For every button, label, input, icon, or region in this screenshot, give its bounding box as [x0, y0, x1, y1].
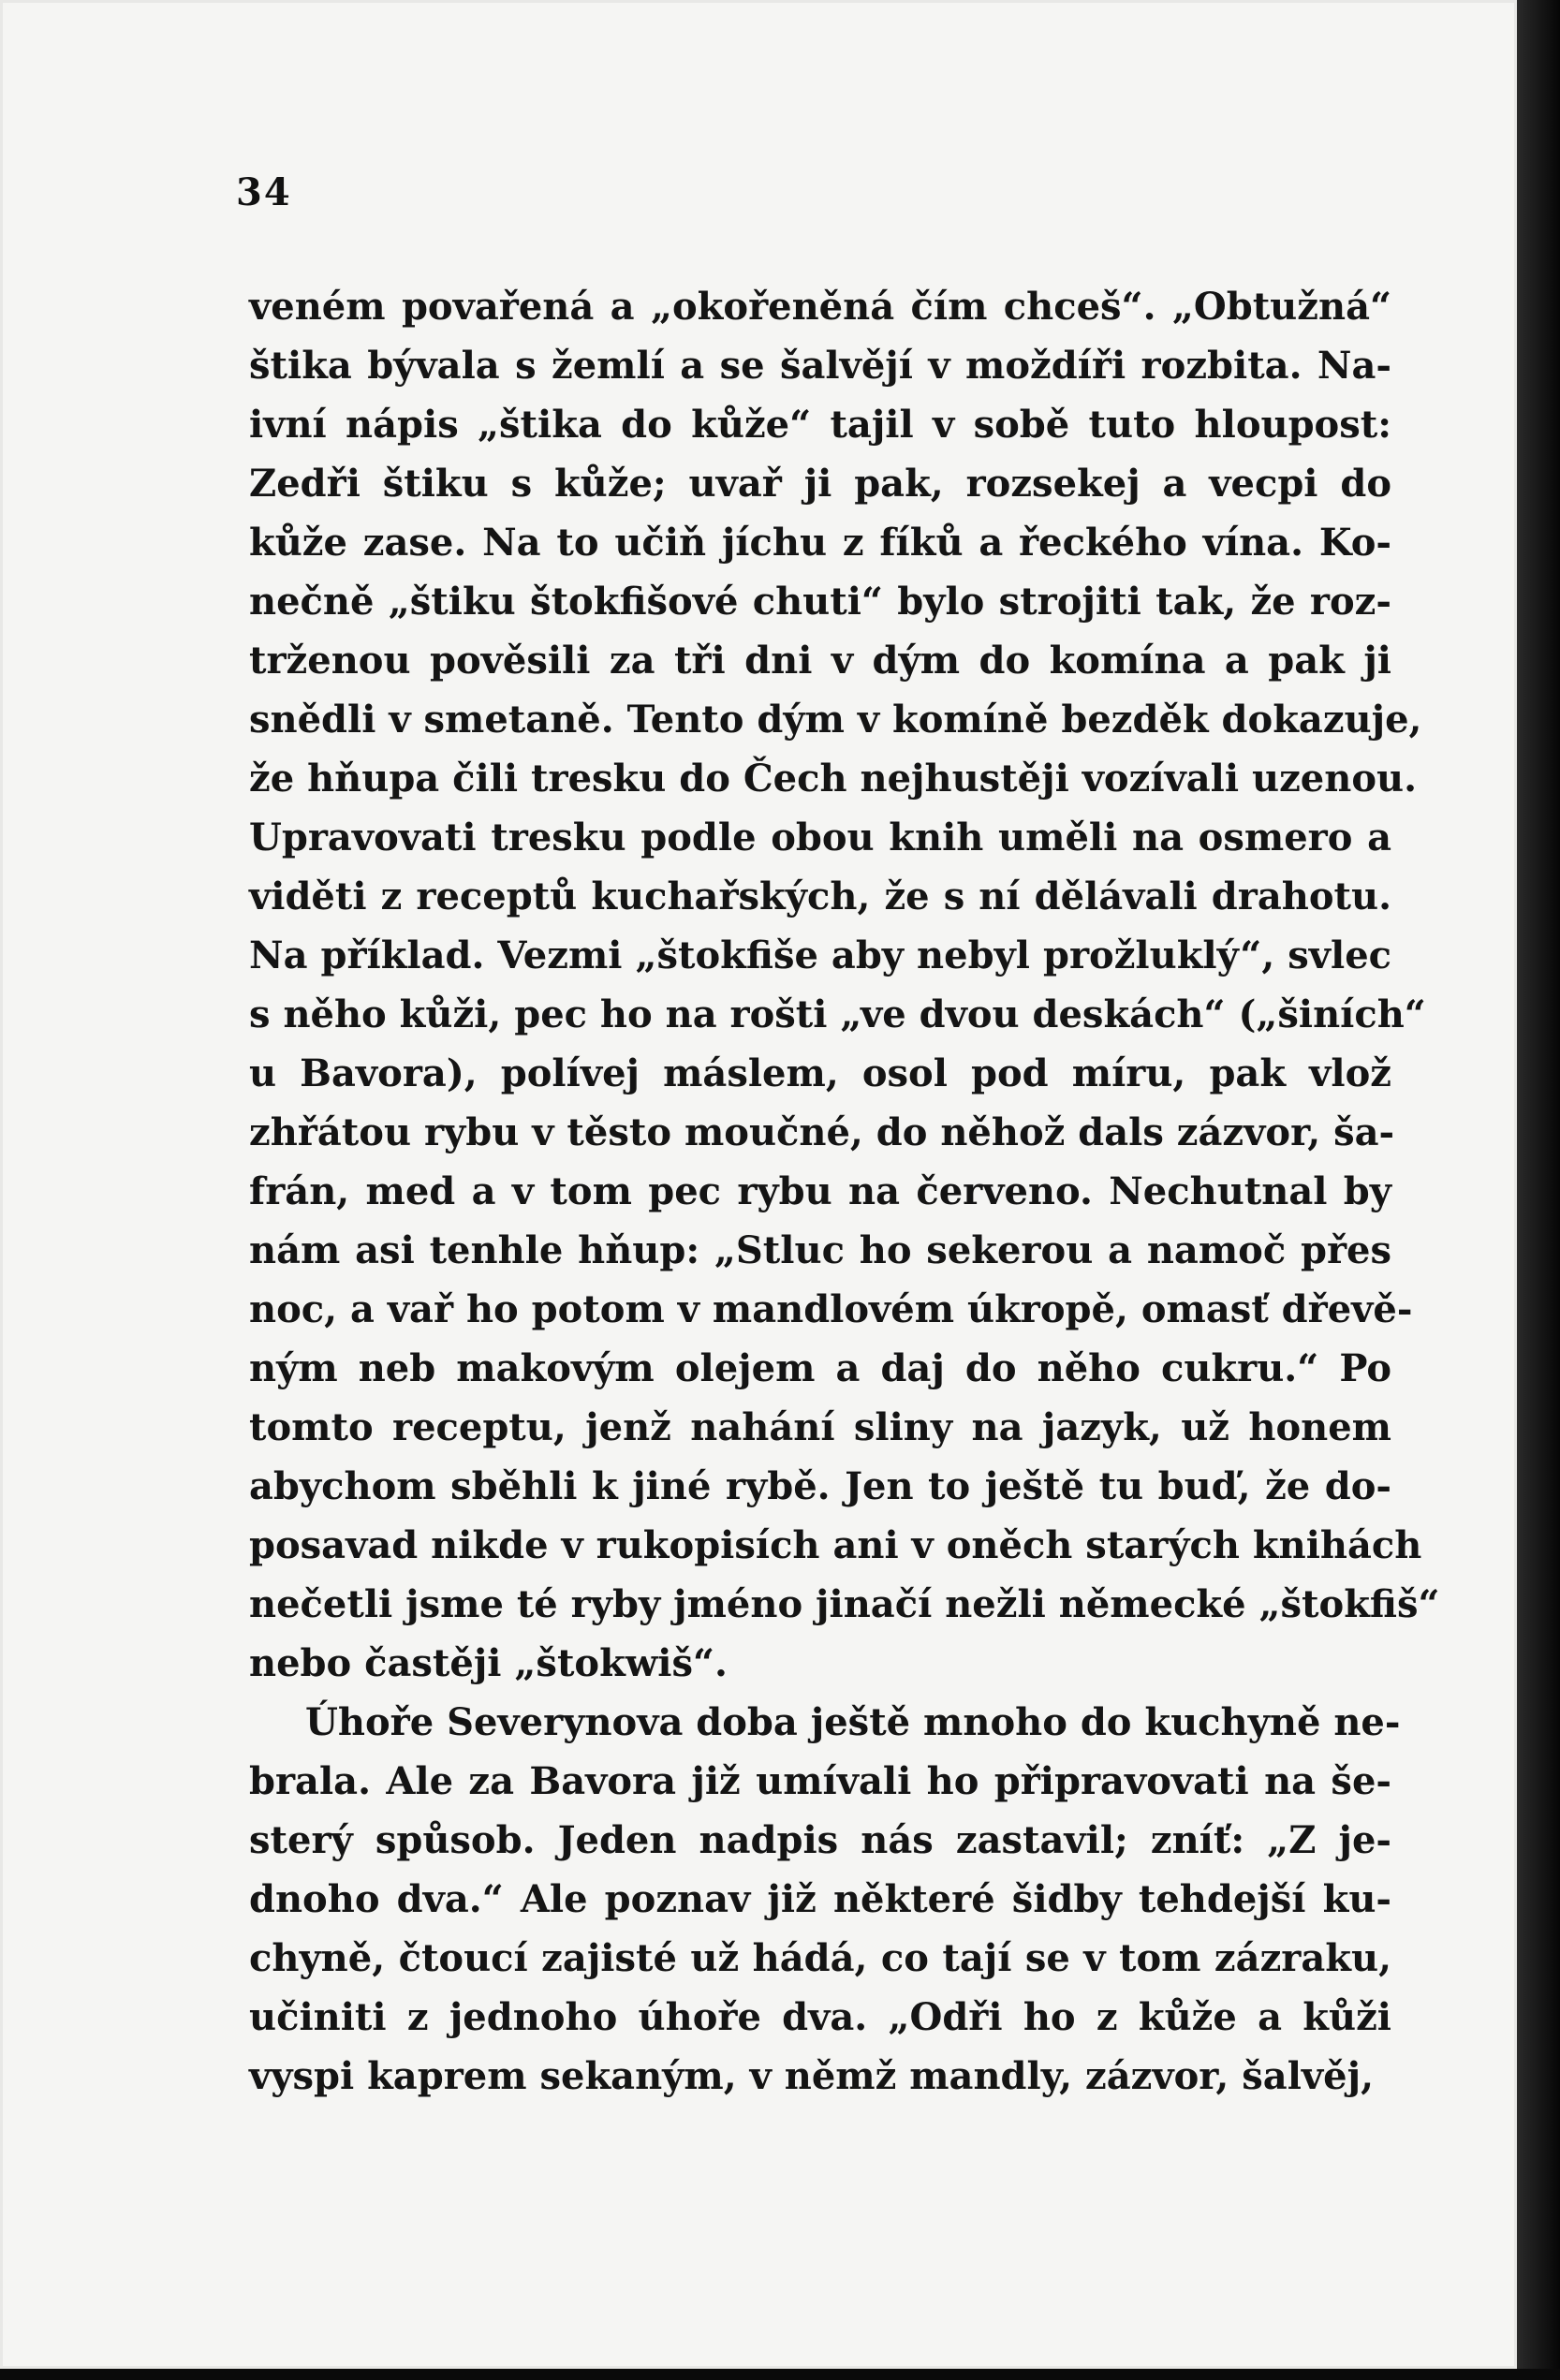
- text-line: Upravovati tresku podle obou knih uměli na osmero a: [249, 815, 1391, 859]
- text-line: ným neb makovým olejem a daj do něho cukru.“ Po: [249, 1346, 1391, 1390]
- text-line: s něho kůži, pec ho na rošti „ve dvou deskách“ („šiních“: [249, 992, 1426, 1036]
- paragraph: [249, 1693, 1401, 2106]
- scan-edge-bottom: [0, 2369, 1560, 2380]
- text-line: veném povařená a „okořeněná čím chceš“. „Obtužná“: [249, 285, 1391, 329]
- text-line: Zedři štiku s kůže; uvař ji pak, rozsekej a vecpi do: [249, 462, 1391, 506]
- text-line: brala. Ale za Bavora již umívali ho připravovati na še-: [249, 1759, 1391, 1803]
- text-line: Na příklad. Vezmi „štokfiše aby nebyl prožluklý“, svlec: [249, 933, 1391, 977]
- text-line: sterý spůsob. Jeden nadpis nás zastavil; zníť: „Z je-: [249, 1818, 1391, 1862]
- body-text: [249, 277, 1440, 2106]
- text-line: učiniti z jednoho úhoře dva. „Odři ho z kůže a kůži: [249, 1995, 1391, 2039]
- text-line: vyspi kaprem sekaným, v němž mandly, zázvor, šalvěj,: [249, 2054, 1374, 2098]
- text-line: snědli v smetaně. Tento dým v komíně bezděk dokazuje,: [249, 698, 1422, 742]
- text-line: viděti z receptů kuchařských, že s ní dělávali drahotu.: [249, 874, 1391, 918]
- text-line: že hňupa čili tresku do Čech nejhustěji vozívali uzenou.: [249, 757, 1418, 801]
- text-line: frán, med a v tom pec rybu na červeno. Nechutnal by: [249, 1169, 1391, 1213]
- text-line: nečetli jsme té ryby jméno jinačí nežli německé „štokfiš“: [249, 1582, 1440, 1626]
- page-number: 34: [236, 170, 292, 214]
- text-line: nečně „štiku štokfišové chuti“ bylo strojiti tak, že roz-: [249, 580, 1391, 624]
- paragraph: [249, 277, 1440, 1693]
- text-line: ivní nápis „štika do kůže“ tajil v sobě tuto hloupost:: [249, 403, 1391, 447]
- text-line: posavad nikde v rukopisích ani v oněch starých knihách: [249, 1523, 1422, 1567]
- text-line: nám asi tenhle hňup: „Stluc ho sekerou a namoč přes: [249, 1228, 1391, 1272]
- text-line: zhřátou rybu v těsto moučné, do něhož dals zázvor, ša-: [249, 1110, 1395, 1154]
- scan-edge-right: [1517, 0, 1560, 2380]
- text-line: abychom sběhli k jiné rybě. Jen to ještě tu buď, že do-: [249, 1464, 1391, 1508]
- text-line: tomto receptu, jenž nahání sliny na jazyk, už honem: [249, 1405, 1391, 1449]
- text-line: kůže zase. Na to učiň jíchu z fíků a řeckého vína. Ko-: [249, 521, 1391, 565]
- text-line: štika bývala s žemlí a se šalvějí v moždíři rozbita. Na-: [249, 344, 1391, 388]
- text-line: trženou pověsili za tři dni v dým do komína a pak ji: [249, 639, 1391, 683]
- text-line: nebo častěji „štokwiš“.: [249, 1641, 728, 1685]
- text-line: noc, a vař ho potom v mandlovém úkropě, omasť dřevě-: [249, 1287, 1413, 1331]
- text-line: u Bavora), polívej máslem, osol pod míru, pak vlož: [249, 1051, 1391, 1095]
- text-line: Úhoře Severynova doba ještě mnoho do kuchyně ne-: [305, 1700, 1401, 1744]
- text-line: dnoho dva.“ Ale poznav již některé šidby tehdejší ku-: [249, 1877, 1391, 1921]
- text-line: chyně, čtoucí zajisté už hádá, co tají se v tom zázraku,: [249, 1936, 1391, 1980]
